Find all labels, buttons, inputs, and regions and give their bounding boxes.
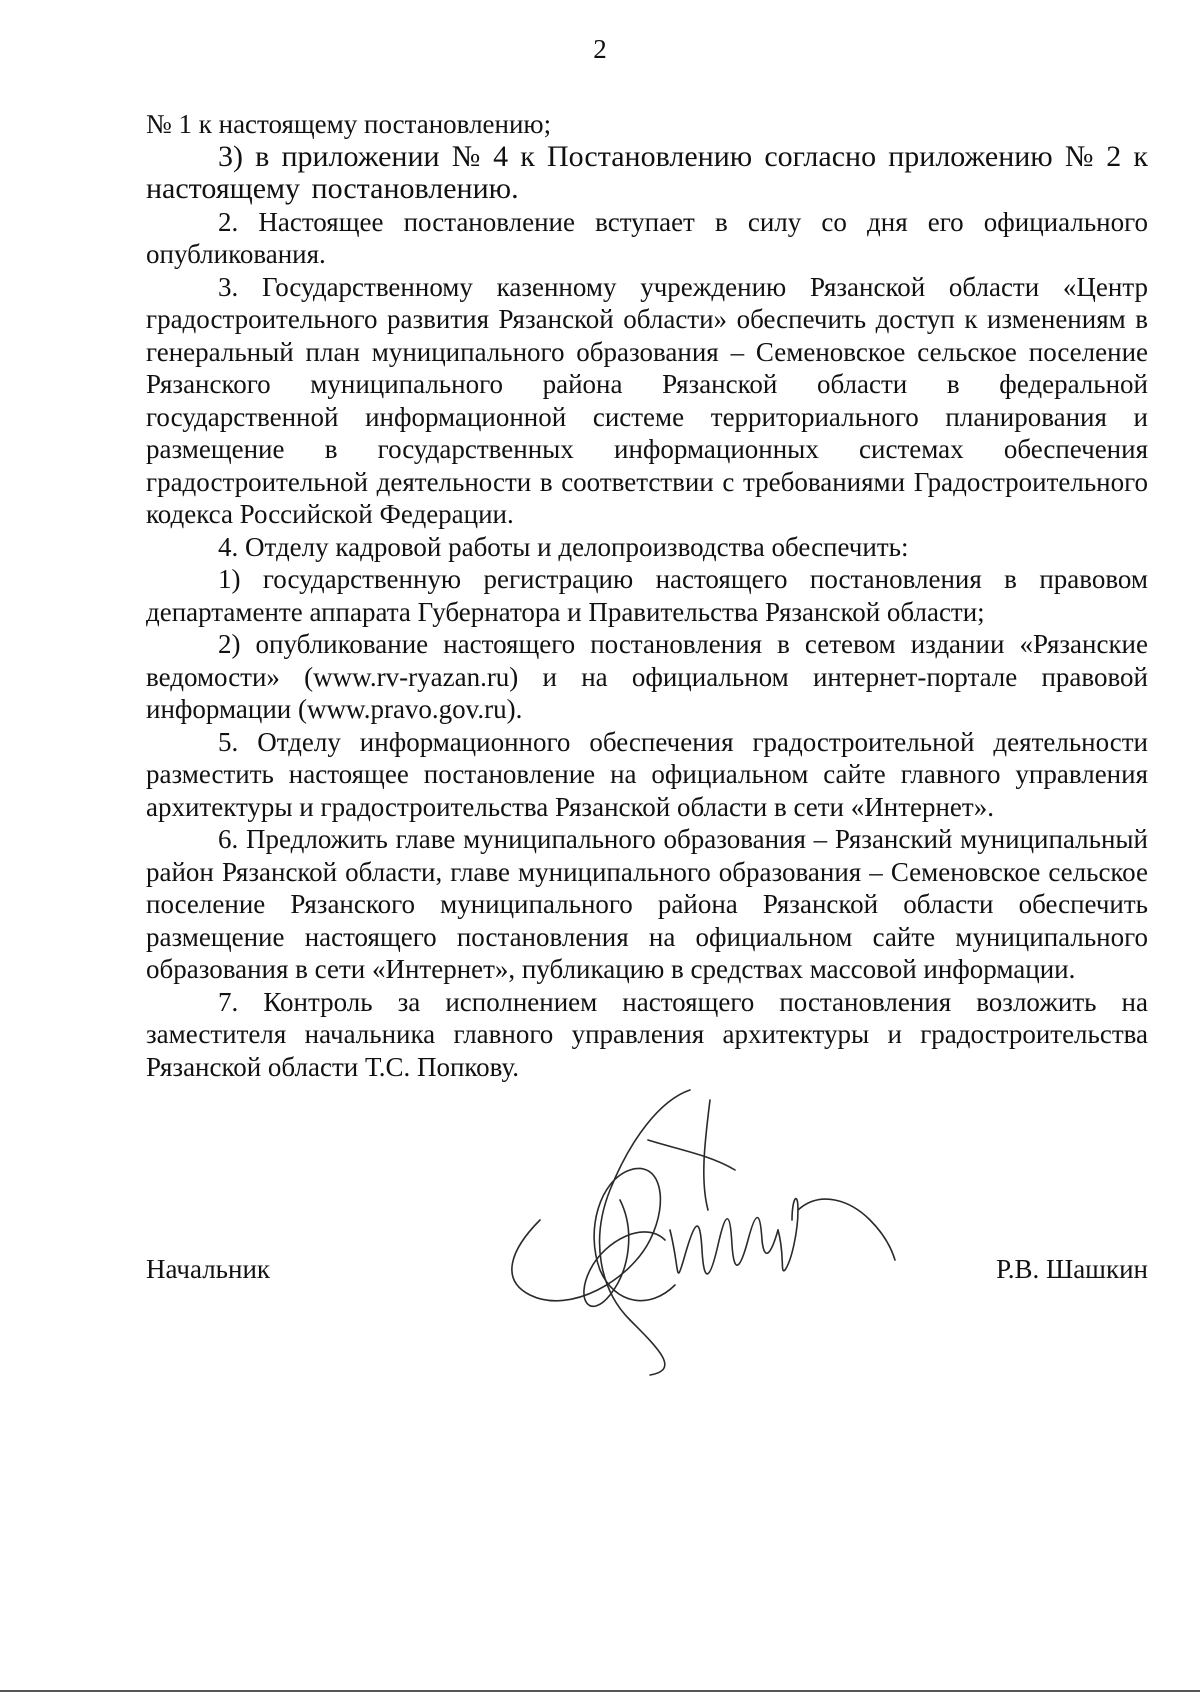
signatory-title: Начальник (146, 1254, 271, 1284)
paragraph-4-item-2: 2) опубликование настоящего постановления в сетевом издании «Рязанские ведомости» (www.rv-ryazan.ru) и на официальном интернет-портале правовой информации (www.pravo.gov.ru). (146, 629, 1148, 724)
page-number: 2 (593, 34, 607, 64)
paragraph-continuation: № 1 к настоящему постановлению; (146, 109, 552, 139)
paragraph-2: 2. Настоящее постановление вступает в силу со дня его официального опубликования. (146, 206, 1148, 269)
paragraph-4: 4. Отделу кадровой работы и делопроизводства обеспечить: (218, 531, 909, 562)
paragraph-item-3: 3) в приложении № 4 к Постановлению согласно приложению № 2 к настоящему постановлению. (146, 139, 1148, 205)
paragraph-7: 7. Контроль за исполнением настоящего постановления возложить на заместителя начальника главного управления архитектуры и градостроительства Рязанской области Т.С. Попкову. (146, 986, 1148, 1082)
paragraph-5: 5. Отделу информационного обеспечения градостроительной деятельности разместить настоящее постановление на официальном сайте главного управления архитектуры и градостроительства Рязанской области в сети «Интернет». (146, 726, 1148, 822)
paragraph-4-item-1: 1) государственную регистрацию настоящего постановления в правовом департаменте аппарата Губернатора и Правительства Рязанской области; (146, 564, 1148, 627)
signatory-name: Р.В. Шашкин (996, 1254, 1148, 1284)
paragraph-3: 3. Государственному казенному учреждению Рязанской области «Центр градостроительного развития Рязанской области» обеспечить доступ к изменениям в генеральный план муниципального образования – Семеновское сельское поселение Рязанского муниципального района Рязанской области в федеральной государственной информационной системе территориального планирования и размещение в государственных информационных системах обеспечения градостроительной деятельности в соответствии с требованиями Градостроительного кодекса Российской Федерации. (146, 271, 1148, 529)
handwritten-signature (480, 1080, 910, 1380)
scan-edge-line (0, 1690, 1200, 1692)
document-body (146, 108, 1148, 1083)
paragraph-6: 6. Предложить главе муниципального образования – Рязанский муниципальный район Рязанской области, главе муниципального образования – Семеновское сельское поселение Рязанского муниципального района Рязанской области обеспечить размещение настоящего постановления на официальном сайте муниципального образования в сети «Интернет», публикацию в средствах массовой информации. (146, 824, 1148, 984)
